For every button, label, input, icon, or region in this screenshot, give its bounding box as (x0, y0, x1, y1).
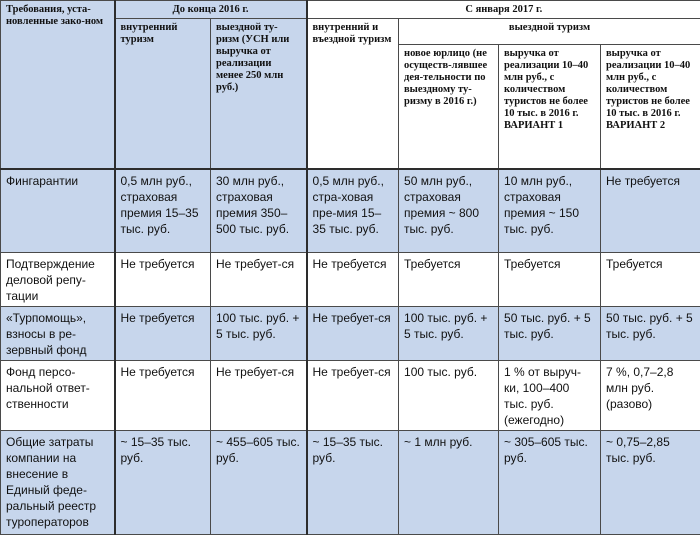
header-outbound: выездной туризм (399, 19, 700, 45)
table-cell: Требуется (499, 253, 601, 307)
row-label: Подтверждение деловой репу-тации (1, 253, 115, 307)
table-cell: ~ 305–605 тыс. руб. (499, 431, 601, 535)
table-cell: Требуется (399, 253, 499, 307)
table-cell: 10 млн руб., страховая премия ~ 150 тыс. руб. (499, 169, 601, 253)
table-row (1, 307, 700, 361)
table-cell: ~ 1 млн руб. (399, 431, 499, 535)
table-cell: Не требуется (115, 307, 211, 361)
row-label: Фингарантии (1, 169, 115, 253)
table-cell: Не требует-ся (307, 307, 399, 361)
row-label: «Турпомощь», взносы в ре-зервный фонд (1, 307, 115, 361)
table-cell: Не требует-ся (211, 361, 307, 431)
header-new-entity: новое юрлицо (не осуществ-лявшее дея-тельности по выездному ту-ризму в 2016 г.) (399, 45, 499, 169)
header-domestic: внутренний туризм (115, 19, 211, 169)
table-cell: ~ 15–35 тыс. руб. (307, 431, 399, 535)
table-cell: 0,5 млн руб., страховая премия 15–35 тыс. руб. (115, 169, 211, 253)
table-cell: 50 тыс. руб. + 5 тыс. руб. (601, 307, 700, 361)
table-cell: 100 тыс. руб. + 5 тыс. руб. (211, 307, 307, 361)
header-requirements: Требования, уста-новленные зако-ном (1, 1, 115, 169)
table-cell: 100 тыс. руб. + 5 тыс. руб. (399, 307, 499, 361)
table-row (1, 361, 700, 431)
table-cell: Не требуется (115, 253, 211, 307)
header-from-2017: С января 2017 г. (307, 1, 700, 19)
row-label: Фонд персо-нальной ответ-ственности (1, 361, 115, 431)
header-until-2016: До конца 2016 г. (115, 1, 307, 19)
table-row (1, 431, 700, 535)
table-cell: 50 тыс. руб. + 5 тыс. руб. (499, 307, 601, 361)
table-cell: 100 тыс. руб. (399, 361, 499, 431)
header-variant-1: выручка от реализации 10–40 млн руб., с количеством туристов не более 10 тыс. в 2016 г. ВАРИАНТ 1 (499, 45, 601, 169)
table-cell: ~ 455–605 тыс. руб. (211, 431, 307, 535)
table-row (1, 169, 700, 253)
table-cell: 30 млн руб., страховая премия 350–500 тыс. руб. (211, 169, 307, 253)
table-cell: ~ 15–35 тыс. руб. (115, 431, 211, 535)
table-row (1, 253, 700, 307)
table-cell: Не требуется (307, 253, 399, 307)
row-label: Общие затраты компании на внесение в Единый феде-ральный реестр туроператоров (1, 431, 115, 535)
table-cell: Не требуется (115, 361, 211, 431)
table-cell: Требуется (601, 253, 700, 307)
table-cell: Не требуется (601, 169, 700, 253)
header-domestic-inbound: внутренний и въездной туризм (307, 19, 399, 169)
table-cell: 1 % от выруч-ки, 100–400 тыс. руб. (ежегодно) (499, 361, 601, 431)
header-variant-2: выручка от реализации 10–40 млн руб., с количеством туристов не более 10 тыс. в 2016 г. ВАРИАНТ 2 (601, 45, 700, 169)
table-cell: 7 %, 0,7–2,8 млн руб. (разово) (601, 361, 700, 431)
table-cell: 50 млн руб., страховая премия ~ 800 тыс. руб. (399, 169, 499, 253)
table-cell: 0,5 млн руб., стра-ховая пре-мия 15–35 тыс. руб. (307, 169, 399, 253)
table-cell: Не требует-ся (307, 361, 399, 431)
header-outbound-usn: выездной ту-ризм (УСН или выручка от реализации менее 250 млн руб.) (211, 19, 307, 169)
table-cell: Не требует-ся (211, 253, 307, 307)
table-cell: ~ 0,75–2,85 тыс. руб. (601, 431, 700, 535)
